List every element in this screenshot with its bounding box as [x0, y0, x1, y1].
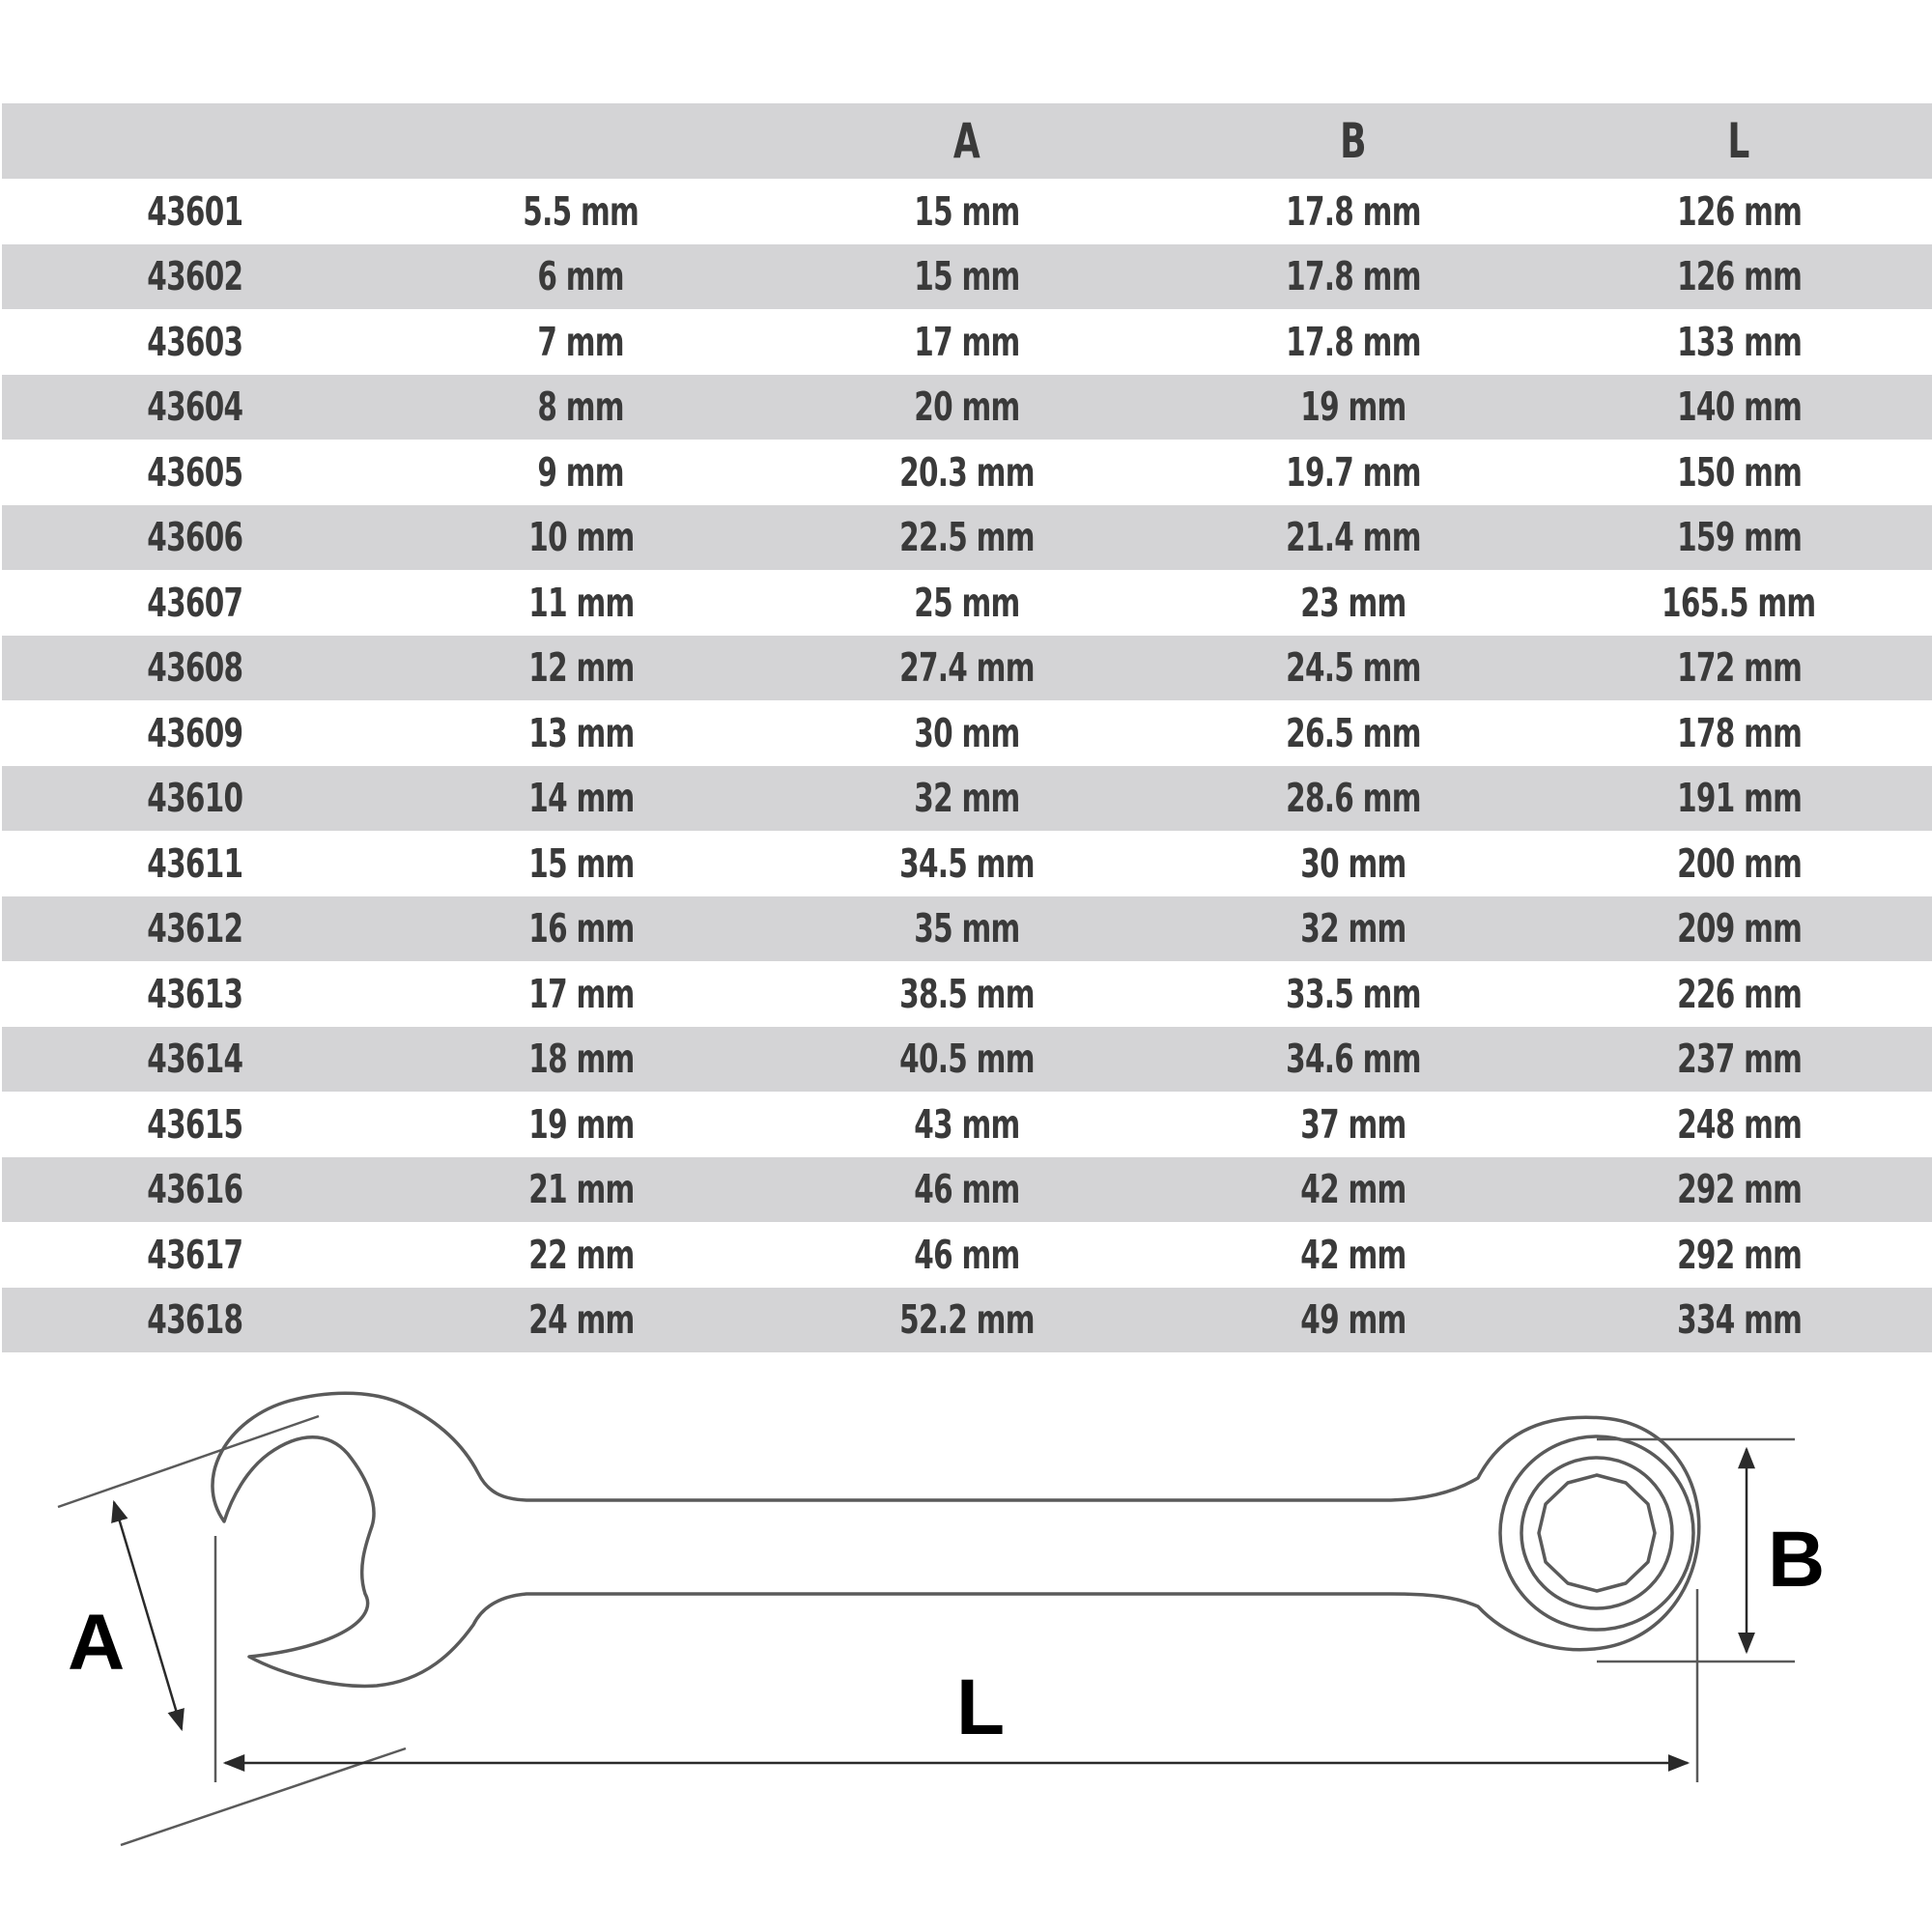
cell-text: 126 mm [1676, 253, 1802, 300]
cell-text: 8 mm [537, 384, 625, 431]
table-row [2, 179, 1932, 244]
table-row [2, 570, 1932, 636]
cell-text: 43605 [147, 448, 243, 496]
article-cell [2, 831, 388, 896]
a-cell [774, 896, 1160, 962]
article-cell [2, 309, 388, 375]
cell-text: 15 mm [914, 187, 1020, 235]
wrench-dimension-diagram [0, 1372, 1932, 1913]
b-cell [1160, 1222, 1547, 1288]
spec-table [2, 103, 1932, 1352]
size-cell [388, 375, 775, 440]
a-cell [774, 505, 1160, 571]
cell-text: 159 mm [1676, 514, 1802, 561]
cell-text: 209 mm [1676, 905, 1802, 952]
article-cell [2, 961, 388, 1027]
l-cell [1546, 505, 1932, 571]
b-cell [1160, 244, 1547, 310]
cell-text: 34.5 mm [899, 839, 1035, 887]
ring-end-bihex [1539, 1475, 1655, 1591]
b-cell [1160, 1157, 1547, 1223]
cell-text: 24.5 mm [1285, 644, 1421, 692]
l-cell [1546, 244, 1932, 310]
cell-text: 15 mm [527, 839, 635, 887]
table-row [2, 309, 1932, 375]
cell-text: 126 mm [1676, 187, 1802, 235]
article-cell [2, 896, 388, 962]
cell-text: 13 mm [527, 709, 635, 756]
cell-text: 43609 [147, 709, 243, 756]
a-cell [774, 244, 1160, 310]
size-cell [388, 700, 775, 766]
b-cell [1160, 700, 1547, 766]
a-cell [774, 309, 1160, 375]
cell-text: 43602 [147, 253, 243, 300]
cell-text: 21 mm [527, 1166, 635, 1213]
article-cell [2, 1222, 388, 1288]
a-cell [774, 700, 1160, 766]
article-cell [2, 179, 388, 244]
cell-text: 43604 [147, 384, 243, 431]
l-cell [1546, 375, 1932, 440]
cell-text: 49 mm [1299, 1296, 1406, 1344]
b-cell [1160, 309, 1547, 375]
cell-text: 9 mm [537, 448, 625, 496]
cell-text: 22 mm [527, 1231, 635, 1278]
size-cell [388, 1092, 775, 1157]
b-cell [1160, 896, 1547, 962]
dimension-label-l: L [956, 1663, 1006, 1751]
size-cell [388, 244, 775, 310]
size-cell [388, 440, 775, 505]
table-row [2, 896, 1932, 962]
cell-text: 25 mm [914, 579, 1020, 626]
cell-text: 17 mm [914, 318, 1020, 365]
cell-text: 43606 [147, 514, 243, 561]
cell-text: 19.7 mm [1285, 448, 1421, 496]
b-cell [1160, 636, 1547, 701]
b-cell [1160, 831, 1547, 896]
l-cell [1546, 1092, 1932, 1157]
cell-text: 42 mm [1299, 1231, 1406, 1278]
size-cell [388, 1027, 775, 1093]
a-cell [774, 831, 1160, 896]
cell-text: 17 mm [527, 970, 635, 1017]
article-cell [2, 375, 388, 440]
table-row [2, 1222, 1932, 1288]
cell-text: 11 mm [527, 579, 635, 626]
cell-text: 6 mm [537, 253, 625, 300]
cell-text: 43 mm [914, 1100, 1020, 1148]
a-cell [774, 179, 1160, 244]
cell-text: 140 mm [1676, 384, 1802, 431]
l-cell [1546, 440, 1932, 505]
a-cell [774, 1027, 1160, 1093]
cell-text: 24 mm [527, 1296, 635, 1344]
a-cell [774, 570, 1160, 636]
cell-text: 28.6 mm [1285, 775, 1421, 822]
table-row [2, 636, 1932, 701]
l-cell [1546, 896, 1932, 962]
cell-text: 292 mm [1676, 1231, 1802, 1278]
cell-text: 40.5 mm [899, 1036, 1035, 1083]
article-cell [2, 1027, 388, 1093]
b-cell [1160, 766, 1547, 832]
cell-text: 178 mm [1676, 709, 1802, 756]
article-cell [2, 636, 388, 701]
cell-text: 17.8 mm [1285, 318, 1421, 365]
size-cell [388, 1222, 775, 1288]
table-row [2, 244, 1932, 310]
cell-text: 23 mm [1299, 579, 1406, 626]
b-cell [1160, 179, 1547, 244]
cell-text: 43618 [147, 1296, 243, 1344]
l-cell [1546, 1222, 1932, 1288]
l-cell [1546, 636, 1932, 701]
cell-text: 14 mm [527, 775, 635, 822]
l-cell [1546, 831, 1932, 896]
cell-text: 16 mm [527, 905, 635, 952]
cell-text: 19 mm [527, 1100, 635, 1148]
cell-text: 22.5 mm [899, 514, 1035, 561]
table-body [2, 179, 1932, 1352]
b-cell [1160, 505, 1547, 571]
a-cell [774, 440, 1160, 505]
l-cell [1546, 179, 1932, 244]
b-cell [1160, 1288, 1547, 1353]
cell-text: 43611 [147, 839, 243, 887]
cell-text: 17.8 mm [1285, 187, 1421, 235]
cell-text: 34.6 mm [1285, 1036, 1421, 1083]
cell-text: 32 mm [1299, 905, 1406, 952]
size-cell [388, 309, 775, 375]
l-cell [1546, 961, 1932, 1027]
cell-text: 17.8 mm [1285, 253, 1421, 300]
wrench-outline [213, 1393, 1699, 1686]
l-cell [1546, 570, 1932, 636]
cell-text: 42 mm [1299, 1166, 1406, 1213]
cell-text: 32 mm [914, 775, 1020, 822]
a-cell [774, 961, 1160, 1027]
size-cell [388, 505, 775, 571]
cell-text: 30 mm [1299, 839, 1406, 887]
dimension-label-b: B [1768, 1516, 1826, 1604]
b-cell [1160, 440, 1547, 505]
article-cell [2, 570, 388, 636]
a-cell [774, 1288, 1160, 1353]
cell-text: 43616 [147, 1166, 243, 1213]
cell-text: 46 mm [914, 1166, 1020, 1213]
size-cell [388, 179, 775, 244]
cell-text: 43617 [147, 1231, 243, 1278]
cell-text: 43610 [147, 775, 243, 822]
table-row [2, 766, 1932, 832]
size-cell [388, 1288, 775, 1353]
b-cell [1160, 961, 1547, 1027]
table-row [2, 440, 1932, 505]
l-cell [1546, 700, 1932, 766]
header-cell-a: A [953, 113, 980, 169]
cell-text: 5.5 mm [523, 187, 639, 235]
l-cell [1546, 309, 1932, 375]
b-cell [1160, 1027, 1547, 1093]
a-cell [774, 375, 1160, 440]
cell-text: 191 mm [1676, 775, 1802, 822]
cell-text: 133 mm [1676, 318, 1802, 365]
b-cell [1160, 1092, 1547, 1157]
cell-text: 10 mm [527, 514, 635, 561]
size-cell [388, 896, 775, 962]
article-cell [2, 1092, 388, 1157]
size-cell [388, 766, 775, 832]
size-cell [388, 831, 775, 896]
article-cell [2, 700, 388, 766]
cell-text: 165.5 mm [1662, 579, 1816, 626]
cell-text: 21.4 mm [1285, 514, 1421, 561]
b-cell [1160, 375, 1547, 440]
cell-text: 150 mm [1676, 448, 1802, 496]
l-cell [1546, 1027, 1932, 1093]
article-cell [2, 766, 388, 832]
cell-text: 43613 [147, 970, 243, 1017]
cell-text: 200 mm [1676, 839, 1802, 887]
table-row [2, 375, 1932, 440]
size-cell [388, 570, 775, 636]
cell-text: 18 mm [527, 1036, 635, 1083]
article-cell [2, 440, 388, 505]
header-cell-b: B [1339, 113, 1367, 169]
a-cell [774, 1222, 1160, 1288]
article-cell [2, 1157, 388, 1223]
cell-text: 334 mm [1676, 1296, 1802, 1344]
size-cell [388, 1157, 775, 1223]
cell-text: 46 mm [914, 1231, 1020, 1278]
a-cell [774, 636, 1160, 701]
cell-text: 33.5 mm [1285, 970, 1421, 1017]
cell-text: 237 mm [1676, 1036, 1802, 1083]
table-row [2, 831, 1932, 896]
a-cell [774, 766, 1160, 832]
cell-text: 37 mm [1299, 1100, 1406, 1148]
cell-text: 20 mm [914, 384, 1020, 431]
cell-text: 172 mm [1676, 644, 1802, 692]
cell-text: 248 mm [1676, 1100, 1802, 1148]
size-cell [388, 961, 775, 1027]
cell-text: 43603 [147, 318, 243, 365]
cell-text: 26.5 mm [1285, 709, 1421, 756]
a-cell [774, 1157, 1160, 1223]
cell-text: 35 mm [914, 905, 1020, 952]
table-row [2, 1288, 1932, 1353]
table-row [2, 1092, 1932, 1157]
dimension-label-a: A [68, 1599, 126, 1687]
cell-text: 43601 [147, 187, 243, 235]
l-cell [1546, 766, 1932, 832]
article-cell [2, 505, 388, 571]
table-row [2, 505, 1932, 571]
cell-text: 43608 [147, 644, 243, 692]
table-row [2, 961, 1932, 1027]
ring-end-outer [1500, 1436, 1693, 1630]
cell-text: 43607 [147, 579, 243, 626]
cell-text: 19 mm [1299, 384, 1406, 431]
cell-text: 15 mm [914, 253, 1020, 300]
header-cell-l: L [1727, 113, 1750, 169]
b-cell [1160, 570, 1547, 636]
header-cell-size [442, 103, 721, 179]
table-row [2, 700, 1932, 766]
article-cell [2, 244, 388, 310]
article-cell [2, 1288, 388, 1353]
cell-text: 20.3 mm [899, 448, 1035, 496]
cell-text: 12 mm [527, 644, 635, 692]
cell-text: 43612 [147, 905, 243, 952]
cell-text: 7 mm [537, 318, 625, 365]
a-cell [774, 1092, 1160, 1157]
cell-text: 292 mm [1676, 1166, 1802, 1213]
l-cell [1546, 1288, 1932, 1353]
cell-text: 226 mm [1676, 970, 1802, 1017]
table-row [2, 1157, 1932, 1223]
l-cell [1546, 1157, 1932, 1223]
table-header-row [2, 103, 1932, 179]
cell-text: 43615 [147, 1100, 243, 1148]
header-cell-article [56, 103, 334, 179]
cell-text: 30 mm [914, 709, 1020, 756]
cell-text: 38.5 mm [899, 970, 1035, 1017]
cell-text: 43614 [147, 1036, 243, 1083]
table-row [2, 1027, 1932, 1093]
cell-text: 27.4 mm [899, 644, 1035, 692]
size-cell [388, 636, 775, 701]
ring-end-inner [1521, 1458, 1672, 1608]
cell-text: 52.2 mm [899, 1296, 1035, 1344]
